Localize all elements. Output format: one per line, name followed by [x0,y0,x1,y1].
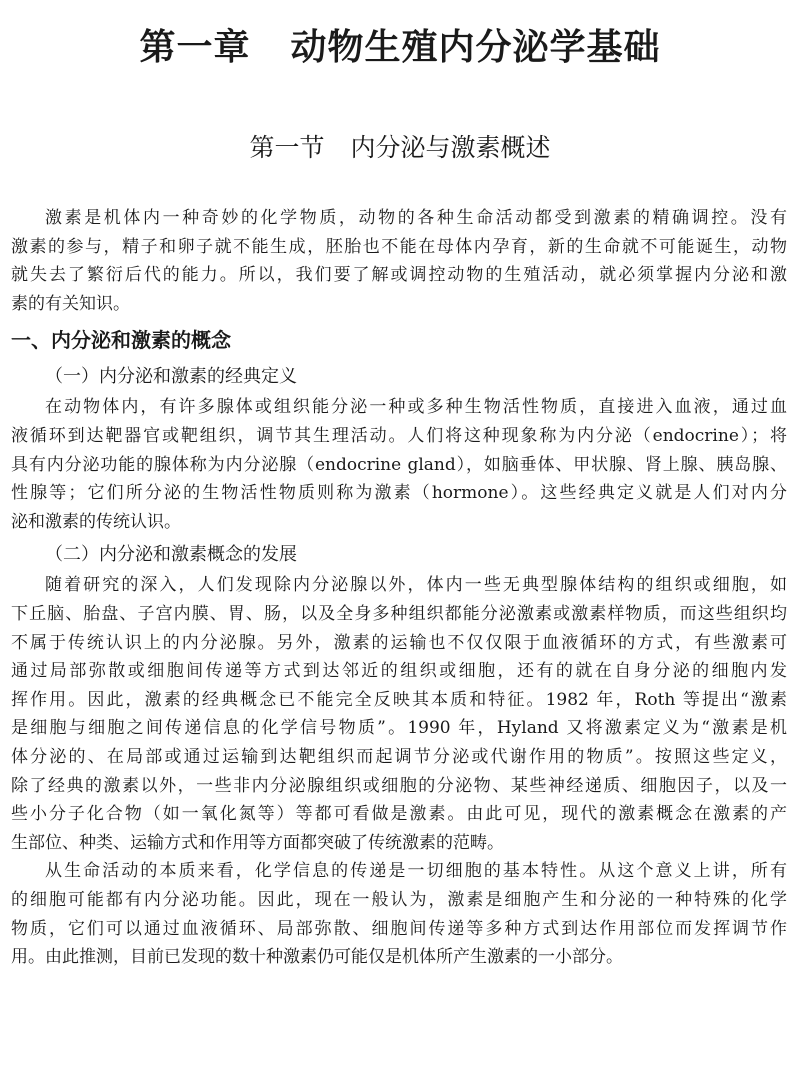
section-number: 第一节 [249,133,325,162]
paragraph-line: 些小分子化合物（如一氧化氮等）等都可看做是激素。由此可见，现代的激素概念在激素的产 [11,804,787,825]
paragraph-line: 除了经典的激素以外，一些非内分泌腺组织或细胞的分泌物、某些神经递质、细胞因子，以及一 [11,775,787,796]
paragraph-line: 不属于传统认识上的内分泌腺。另外，激素的运输也不仅仅限于血液循环的方式，有些激素可 [11,632,787,653]
paragraph-line-overflow: 用。由此推测，目前已发现的数十种激素仍可能仅是机体所产生激素的一小部分。 [11,947,623,968]
paragraph-line: 性腺等；它们所分泌的生物活性物质则称为激素（hormone）。这些经典定义就是人们对内分 [11,483,787,504]
intro-line: 就失去了繁衍后代的能力。所以，我们要了解或调控动物的生殖活动，就必须掌握内分泌和激 [11,265,787,286]
paragraph-line: 物质，它们可以通过血液循环、局部弥散、细胞间传递等多种方式到达作用部位而发挥调节作 [11,918,787,939]
chapter-title [0,22,800,72]
intro-line: 激素的参与，精子和卵子就不能生成，胚胎也不能在母体内孕育，新的生命就不可能诞生，动物 [11,236,787,257]
paragraph-line: 在动物体内，有许多腺体或组织能分泌一种或多种生物活性物质，直接进入血液，通过血 [45,397,787,418]
paragraph-line: 的细胞可能都有内分泌功能。因此，现在一般认为，激素是细胞产生和分泌的一种特殊的化学 [11,890,787,910]
paragraph-line: 挥作用。因此，激素的经典概念已不能完全反映其本质和特征。1982 年，Roth 等提出“激素 [11,689,787,710]
subheading-classic-definition: （一）内分泌和激素的经典定义 [45,366,297,388]
section-name: 内分泌与激素概述 [350,133,551,162]
paragraph-line: 下丘脑、胎盘、子宫内膜、胃、肠，以及全身多种组织都能分泌激素或激素样物质，而这些组织均 [11,604,787,624]
heading-concepts: 一、内分泌和激素的概念 [11,328,231,353]
paragraph-line: 生部位、种类、运输方式和作用等方面都突破了传统激素的范畴。 [11,832,504,853]
paragraph-line: 泌和激素的传统认识。 [11,511,181,532]
paragraph-line: 具有内分泌功能的腺体称为内分泌腺（endocrine gland），如脑垂体、甲状腺、肾上腺、胰岛腺、 [11,454,787,475]
paragraph-line: 从生命活动的本质来看，化学信息的传递是一切细胞的基本特性。从这个意义上讲，所有 [45,861,787,882]
intro-line: 素的有关知识。 [11,293,130,314]
paragraph-line: 液循环到达靶器官或靶组织，调节其生理活动。人们将这种现象称为内分泌（endocrine）；将 [11,426,787,446]
intro-line: 激素是机体内一种奇妙的化学物质，动物的各种生命活动都受到激素的精确调控。没有 [45,208,787,228]
section-title [0,130,800,166]
paragraph-line: 是细胞与细胞之间传递信息的化学信号物质”。1990 年，Hyland 又将激素定义为“激素是机 [11,718,787,739]
chapter-name: 动物生殖内分泌学基础 [290,26,661,68]
subheading-concept-development: （二）内分泌和激素概念的发展 [45,544,297,566]
chapter-number: 第一章 [139,26,251,68]
paragraph-line: 随着研究的深入，人们发现除内分泌腺以外，体内一些无典型腺体结构的组织或细胞，如 [45,575,787,596]
paragraph-line: 体分泌的、在局部或通过运输到达靶组织而起调节分泌或代谢作用的物质”。按照这些定义， [11,747,787,767]
paragraph-line: 通过局部弥散或细胞间传递等方式到达邻近的组织或细胞，还有的就在自身分泌的细胞内发 [11,661,787,682]
